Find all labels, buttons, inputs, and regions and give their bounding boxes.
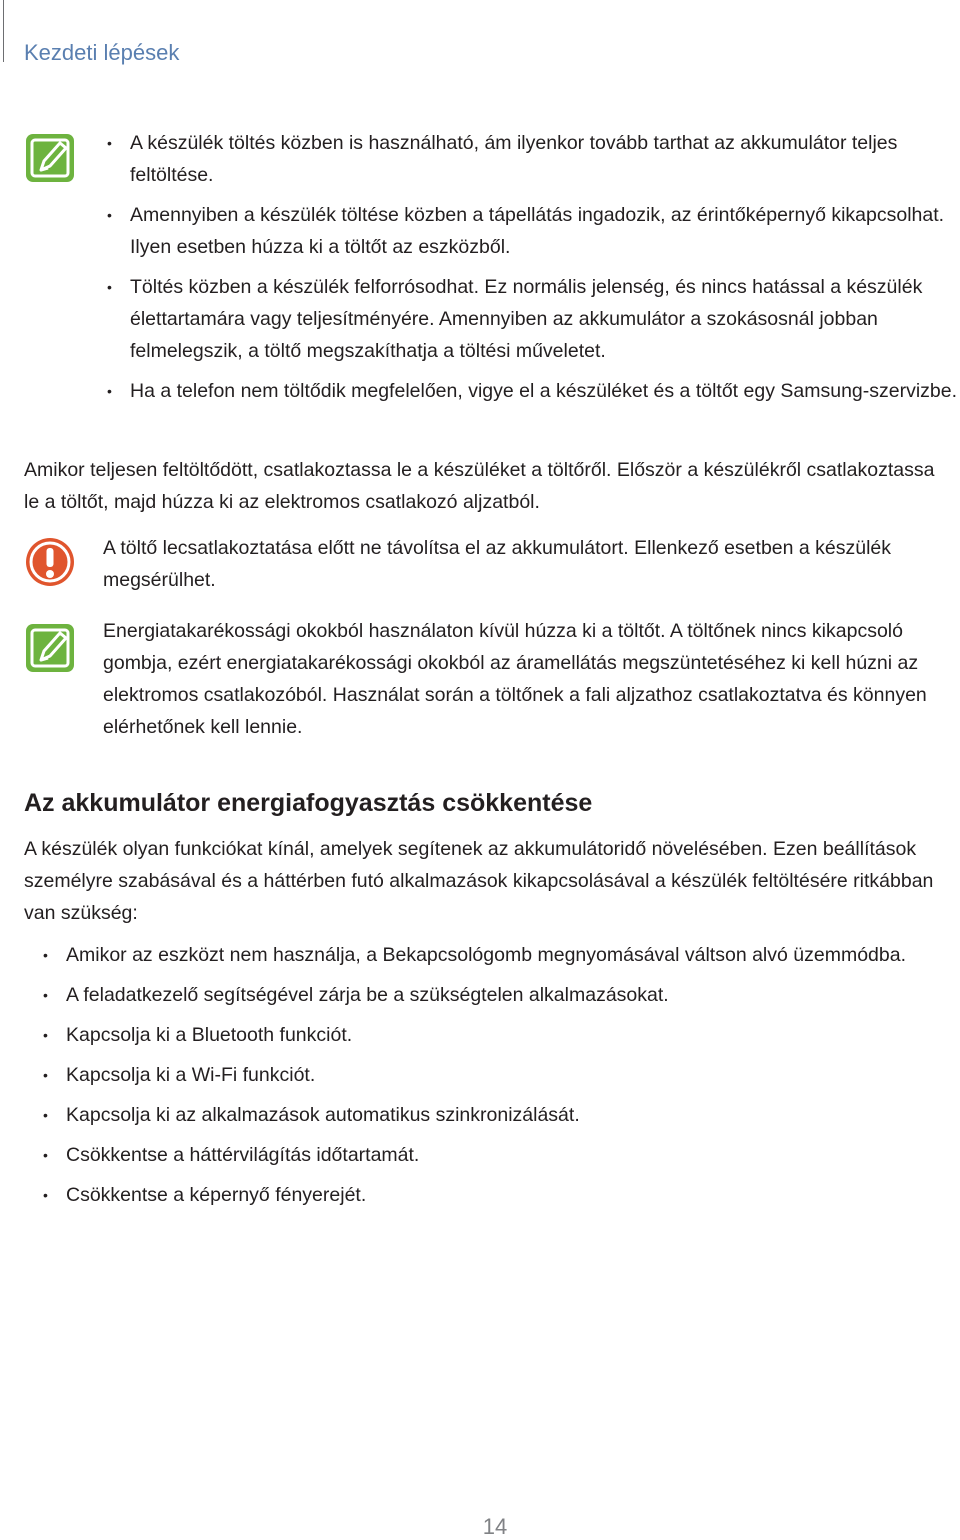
- list-item: • Töltés közben a készülék felforrósodhat. Ez normális jelenség, és nincs hatással a készülék élettartamára vagy teljesítményére. Amennyiben az akkumulátor a szokásosnál jobban felmelegszik, a töltő megszakíthatja a töltési műveletet.: [107, 276, 923, 362]
- charging-notes-list: [107, 127, 960, 415]
- list-item: • Csökkentse a képernyő fényerejét.: [43, 1184, 367, 1206]
- pencil-note-icon: [24, 622, 76, 674]
- chapter-header: Kezdeti lépések: [24, 40, 180, 65]
- list-item: • A készülék töltés közben is használható, ám ilyenkor tovább tarthat az akkumulátor teljes feltöltése.: [107, 132, 898, 186]
- power-saving-tips-list: [43, 939, 946, 1219]
- page-number: 14: [482, 1514, 508, 1539]
- list-item: • Amennyiben a készülék töltése közben a tápellátás ingadozik, az érintőképernyő kikapcsolhat. Ilyen esetben húzza ki a töltőt az eszközből.: [107, 204, 945, 258]
- list-item: • Ha a telefon nem töltődik megfelelően, vigye el a készüléket és a töltőt egy Samsung-szervizbe.: [107, 380, 958, 402]
- section-title: Az akkumulátor energiafogyasztás csökkentése: [24, 789, 593, 817]
- caution-text: A töltő lecsatlakoztatása előtt ne távolítsa el az akkumulátort. Ellenkező esetben a készülék megsérülhet.: [103, 537, 892, 591]
- exclamation-caution-icon: [24, 536, 76, 588]
- disconnect-paragraph: Amikor teljesen feltöltődött, csatlakoztassa le a készüléket a töltőről. Először a készülékről csatlakoztassa le a töltőt, majd húzza ki az elektromos csatlakozó aljzatból.: [24, 459, 935, 513]
- pencil-note-icon: [24, 132, 76, 184]
- list-item: • Kapcsolja ki a Bluetooth funkciót.: [43, 1024, 353, 1046]
- page-edge-line: [3, 0, 4, 62]
- list-item: • Amikor az eszközt nem használja, a Bekapcsológomb megnyomásával váltson alvó üzemmódba.: [43, 944, 906, 966]
- energy-note: Energiatakarékossági okokból használaton kívül húzza ki a töltőt. A töltőnek nincs kikapcsoló gombja, ezért energiatakarékossági okokból az áramellátás megszüntetéséhez ki kell húzni az elektromos csatlakozóból. Használat során a töltőnek a fali aljzathoz csatlakoztatva és könnyen elérhetőnek kell lennie.: [103, 620, 927, 738]
- list-item: • Kapcsolja ki a Wi-Fi funkciót.: [43, 1064, 316, 1086]
- section-intro: A készülék olyan funkciókat kínál, amelyek segítenek az akkumulátoridő növelésében. Ezen beállítások személyre szabásával és a háttérben futó alkalmazások kikapcsolásával a készülék feltöltésére ritkábban van szükség:: [24, 838, 934, 924]
- list-item: • A feladatkezelő segítségével zárja be a szükségtelen alkalmazásokat.: [43, 984, 669, 1006]
- list-item: • Csökkentse a háttérvilágítás időtartamát.: [43, 1144, 420, 1166]
- list-item: • Kapcsolja ki az alkalmazások automatikus szinkronizálását.: [43, 1104, 580, 1126]
